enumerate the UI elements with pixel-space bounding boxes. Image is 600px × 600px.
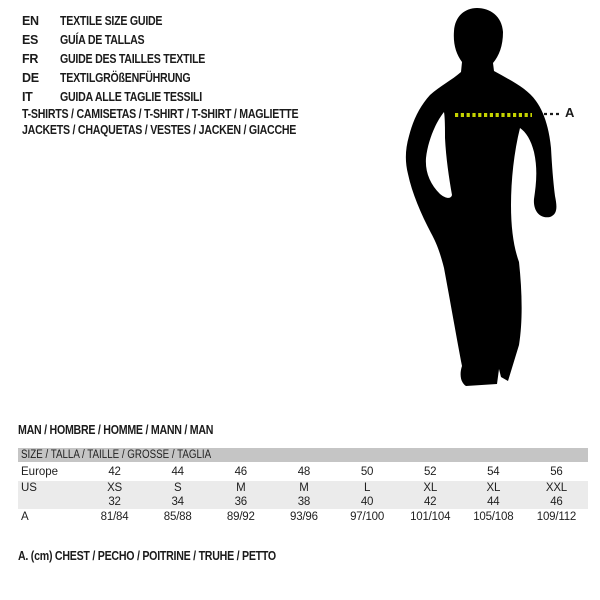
table-cell: 42 xyxy=(423,495,437,508)
table-cell: 101/104 xyxy=(410,511,451,523)
table-cell: 97/100 xyxy=(350,511,385,523)
language-code: IT xyxy=(22,90,33,104)
table-cell: 44 xyxy=(171,465,184,478)
table-cell: 34 xyxy=(171,495,184,508)
language-code: DE xyxy=(22,71,39,85)
measurement-footnote: A. (cm) CHEST / PECHO / POITRINE / TRUHE / PETTO xyxy=(18,549,276,563)
category-line-jackets: JACKETS / CHAQUETAS / VESTES / JACKEN / GIACCHE xyxy=(22,122,297,137)
gender-heading: MAN / HOMBRE / HOMME / MANN / MAN xyxy=(18,423,214,437)
table-cell: 85/88 xyxy=(163,511,192,523)
table-cell: 81/84 xyxy=(100,511,129,523)
table-cell: S xyxy=(173,481,182,494)
table-cell: 52 xyxy=(423,465,437,478)
table-cell: 48 xyxy=(297,465,311,478)
row-label: Europe xyxy=(21,465,59,478)
category-line-tshirts: T-SHIRTS / CAMISETAS / T-SHIRT / T-SHIRT / MAGLIETTE xyxy=(22,107,299,121)
table-cell: 46 xyxy=(234,465,248,478)
measure-label-a: A xyxy=(565,105,575,120)
table-cell: M xyxy=(236,481,246,494)
table-cell: 93/96 xyxy=(290,511,318,523)
language-title: GUIDA ALLE TAGLIE TESSILI xyxy=(60,90,202,104)
table-cell: XL xyxy=(486,481,501,494)
table-cell: 32 xyxy=(108,495,121,508)
table-cell: L xyxy=(363,481,371,494)
row-label: US xyxy=(21,481,37,494)
language-code: EN xyxy=(22,14,39,28)
table-row-chest xyxy=(18,509,588,525)
table-cell: XL xyxy=(423,481,438,494)
table-cell: XXL xyxy=(545,481,567,494)
language-title: TEXTILGRÖßENFÜHRUNG xyxy=(60,71,191,85)
table-row-us xyxy=(18,481,588,495)
table-cell: 109/112 xyxy=(536,511,577,523)
table-cell: 89/92 xyxy=(226,511,255,523)
table-cell: 36 xyxy=(234,495,248,508)
table-row-europe xyxy=(18,462,588,481)
size-table-header-text: SIZE / TALLA / TAILLE / GRÖSSE / TAGLIA xyxy=(21,449,212,461)
language-title: TEXTILE SIZE GUIDE xyxy=(60,14,163,28)
size-table-header xyxy=(18,448,588,462)
language-title: GUIDE DES TAILLES TEXTILE xyxy=(60,52,206,66)
table-cell: 50 xyxy=(360,465,374,478)
table-cell: 105/108 xyxy=(473,511,514,523)
language-title: GUÍA DE TALLAS xyxy=(60,33,145,47)
size-table xyxy=(18,448,588,525)
table-cell: M xyxy=(299,481,309,494)
table-cell: 56 xyxy=(550,465,563,478)
table-cell: 40 xyxy=(360,495,374,508)
table-row-us-numeric xyxy=(18,495,588,510)
table-cell: XS xyxy=(107,481,123,494)
language-code: FR xyxy=(22,52,39,66)
table-cell: 46 xyxy=(550,495,563,508)
row-label: A xyxy=(21,511,29,523)
table-cell: 44 xyxy=(487,495,500,508)
table-cell: 42 xyxy=(108,465,121,478)
table-cell: 54 xyxy=(487,465,500,478)
table-cell: 38 xyxy=(297,495,311,508)
language-code: ES xyxy=(22,33,39,47)
